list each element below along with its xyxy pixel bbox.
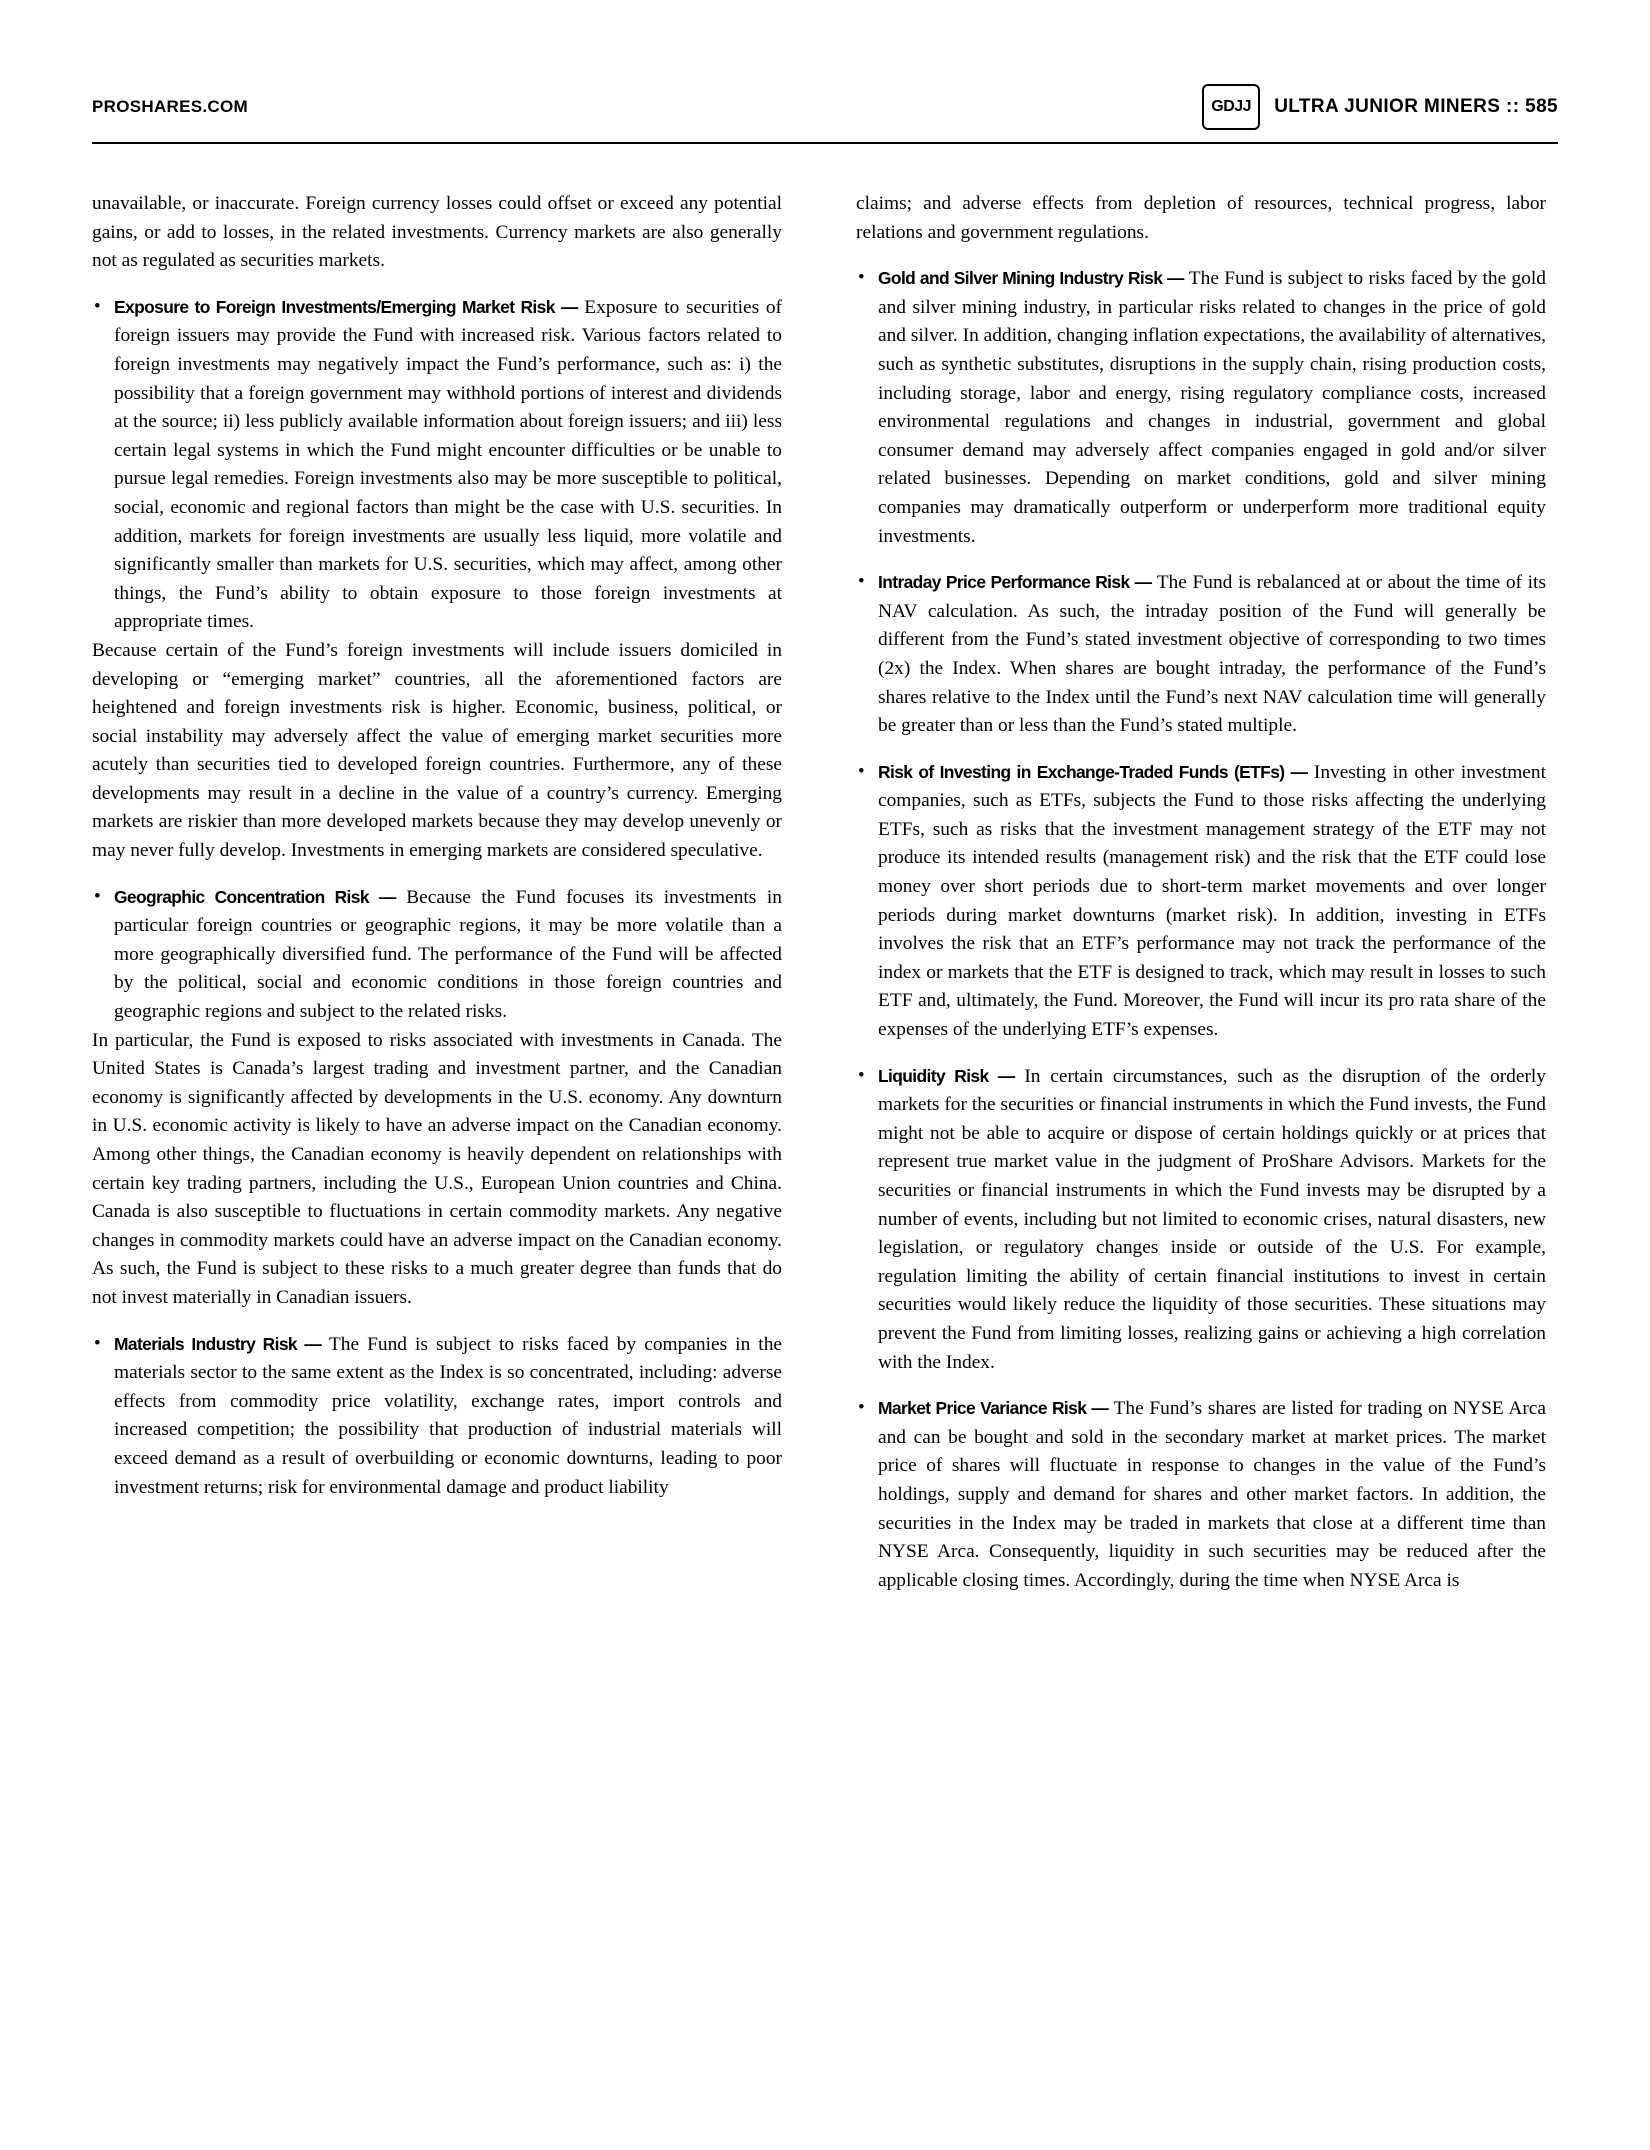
right-column	[856, 190, 1546, 1595]
risk-bullet-item	[92, 883, 782, 1027]
risk-bullet-item	[856, 758, 1546, 1045]
bullet-icon: •	[94, 1332, 101, 1354]
bullet-icon: •	[858, 760, 865, 782]
page-title: ULTRA JUNIOR MINERS :: 585	[1274, 96, 1558, 117]
bullet-icon: •	[858, 267, 865, 289]
risk-description-text: The Fund’s shares are listed for trading on NYSE Arca and can be bought and sold in the secondary market at market prices. The market price of shares will fluctuate in response to changes in the value of the Fund’s holdings, supply and demand for shares and other market factors. In addition, the securities in the Index may be traded in markets that close at a different time than NYSE Arca. Consequently, liquidity in such securities may be reduced after the applicable closing times. Accordingly, during the time when NYSE Arca is	[878, 1398, 1546, 1591]
risk-bullet-body	[878, 264, 1546, 551]
bullet-icon: •	[858, 1397, 865, 1419]
risk-bullet-body	[114, 1330, 782, 1503]
site-name: PROSHARES.COM	[92, 97, 248, 116]
risk-bullet-item	[92, 293, 782, 637]
risk-bullet-item	[856, 568, 1546, 741]
bullet-icon: •	[94, 295, 101, 317]
risk-description-text: Exposure to securities of foreign issuers may provide the Fund with increased risk. Various factors related to foreign investments may negatively impact the Fund’s performance, such as: i) the possibility that a foreign government may withhold portions of interest and dividends at the source; ii) less publicly available information about foreign issuers; and iii) less certain legal systems in which the Fund might encounter difficulties or be unable to pursue legal remedies. Foreign investments also may be more susceptible to political, social, economic and regional factors than might be the case with U.S. securities. In addition, markets for foreign investments are usually less liquid, more volatile and significantly smaller than markets for U.S. securities, which may affect, among other things, the Fund’s ability to obtain exposure to those foreign investments at appropriate times.	[114, 296, 782, 633]
body-paragraph: Because certain of the Fund’s foreign investments will include issuers domiciled in developing or “emerging market” countries, all the aforementioned factors are heightened and foreign investments risk is higher. Economic, business, political, or social instability may adversely affect the value of emerging market securities more acutely than securities tied to developed foreign countries. Furthermore, any of these developments may result in a decline in the value of a country’s currency. Emerging markets are riskier than more developed markets because they may develop unevenly or may never fully develop. Investments in emerging markets are considered speculative.	[92, 639, 782, 862]
risk-term-label: Intraday Price Performance Risk —	[878, 572, 1152, 593]
risk-term-label: Materials Industry Risk —	[114, 1333, 322, 1354]
risk-term-label: Market Price Variance Risk —	[878, 1398, 1109, 1419]
risk-term-label: Gold and Silver Mining Industry Risk —	[878, 268, 1184, 289]
two-column-body	[92, 190, 1558, 1595]
risk-bullet-body	[114, 293, 782, 637]
risk-bullet-body	[878, 1394, 1546, 1595]
risk-term-label: Geographic Concentration Risk —	[114, 886, 396, 907]
risk-bullet-item	[856, 264, 1546, 551]
risk-bullet-item	[856, 1062, 1546, 1378]
risk-description-text: The Fund is rebalanced at or about the time of its NAV calculation. As such, the intraday position of the Fund will generally be different from the Fund’s stated investment objective of corresponding to two times (2x) the Index. When shares are bought intraday, the performance of the Fund’s shares relative to the Index until the Fund’s next NAV calculation time will generally be greater than or less than the Fund’s stated multiple.	[878, 572, 1546, 737]
risk-description-text: Investing in other investment companies, such as ETFs, subjects the Fund to those risks affecting the underlying ETFs, such as risks that the investment management strategy of the ETF may not produce its intended results (management risk) and the risk that the ETF could lose money over short periods due to short-term market movements and over longer periods during market downturns (market risk). In addition, investing in ETFs involves the risk that an ETF’s performance may not track the performance of the index or markets that the ETF is designed to track, which may result in losses to such ETF and, ultimately, the Fund. Moreover, the Fund will incur its pro rata share of the expenses of the underlying ETF’s expenses.	[878, 761, 1546, 1041]
risk-bullet-body	[878, 758, 1546, 1045]
page-header	[92, 78, 1558, 144]
risk-description-text: Because the Fund focuses its investments in particular foreign countries or geographic regions, it may be more volatile than a more geographically diversified fund. The performance of the Fund will be affected by the political, social and economic conditions in those foreign countries and geographic regions and subject to the related risks.	[114, 886, 782, 1023]
ticker-badge: GDJJ	[1202, 84, 1260, 130]
header-right-group	[1202, 84, 1558, 130]
risk-description-text: In certain circumstances, such as the disruption of the orderly markets for the securities or financial instruments in which the Fund invests, the Fund might not be able to acquire or dispose of certain holdings quickly or at prices that represent true market value in the judgment of ProShare Advisors. Markets for the securities or financial instruments in which the Fund invests may be disrupted by a number of events, including but not limited to economic crises, natural disasters, new legislation, or regulatory changes inside or outside of the U.S. For example, regulation limiting the ability of certain financial institutions to invest in certain securities would likely reduce the liquidity of those securities. These situations may prevent the Fund from limiting losses, realizing gains or achieving a high correlation with the Index.	[878, 1065, 1546, 1373]
bullet-icon: •	[858, 1064, 865, 1086]
body-paragraph: unavailable, or inaccurate. Foreign currency losses could offset or exceed any potential gains, or add to losses, in the related investments. Currency markets are also generally not as regulated as securities markets.	[92, 193, 782, 272]
risk-bullet-body	[114, 883, 782, 1027]
body-paragraph: In particular, the Fund is exposed to risks associated with investments in Canada. The United States is Canada’s largest trading and investment partner, and the Canadian economy is significantly affected by developments in the U.S. economy. Any downturn in U.S. economic activity is likely to have an adverse impact on the Canadian economy. Among other things, the Canadian economy is heavily dependent on relationships with certain key trading partners, including the U.S., European Union countries and China. Canada is also susceptible to fluctuations in certain commodity markets. Any negative changes in commodity markets could have an adverse impact on the Canadian economy. As such, the Fund is subject to these risks to a much greater degree than funds that do not invest materially in Canadian issuers.	[92, 1029, 782, 1308]
risk-description-text: The Fund is subject to risks faced by companies in the materials sector to the same extent as the Index is so concentrated, including: adverse effects from commodity price volatility, exchange rates, import controls and increased competition; the possibility that production of industrial materials will exceed demand as a result of overbuilding or economic downturns, leading to poor investment returns; risk for environmental damage and product liability	[114, 1333, 782, 1498]
risk-description-text: The Fund is subject to risks faced by the gold and silver mining industry, in particular risks related to changes in the price of gold and silver. In addition, changing inflation expectations, the availability of alternatives, such as synthetic substitutes, disruptions in the supply chain, rising production costs, including storage, labor and energy, rising regulatory compliance costs, increased environmental regulations and changes in industrial, government and global consumer demand may adversely affect companies engaged in gold and/or silver related businesses. Depending on market conditions, gold and silver mining companies may dramatically outperform or underperform more traditional equity investments.	[878, 268, 1546, 547]
risk-bullet-body	[878, 1062, 1546, 1378]
body-paragraph: claims; and adverse effects from depletion of resources, technical progress, labor relations and government regulations.	[856, 193, 1546, 243]
bullet-icon: •	[94, 885, 101, 907]
risk-term-label: Risk of Investing in Exchange-Traded Funds (ETFs) —	[878, 761, 1308, 782]
risk-bullet-item	[856, 1394, 1546, 1595]
risk-term-label: Liquidity Risk —	[878, 1065, 1015, 1086]
risk-bullet-body	[878, 568, 1546, 741]
bullet-icon: •	[858, 571, 865, 593]
left-column	[92, 190, 782, 1502]
risk-bullet-item	[92, 1330, 782, 1503]
risk-term-label: Exposure to Foreign Investments/Emerging Market Risk —	[114, 296, 578, 317]
